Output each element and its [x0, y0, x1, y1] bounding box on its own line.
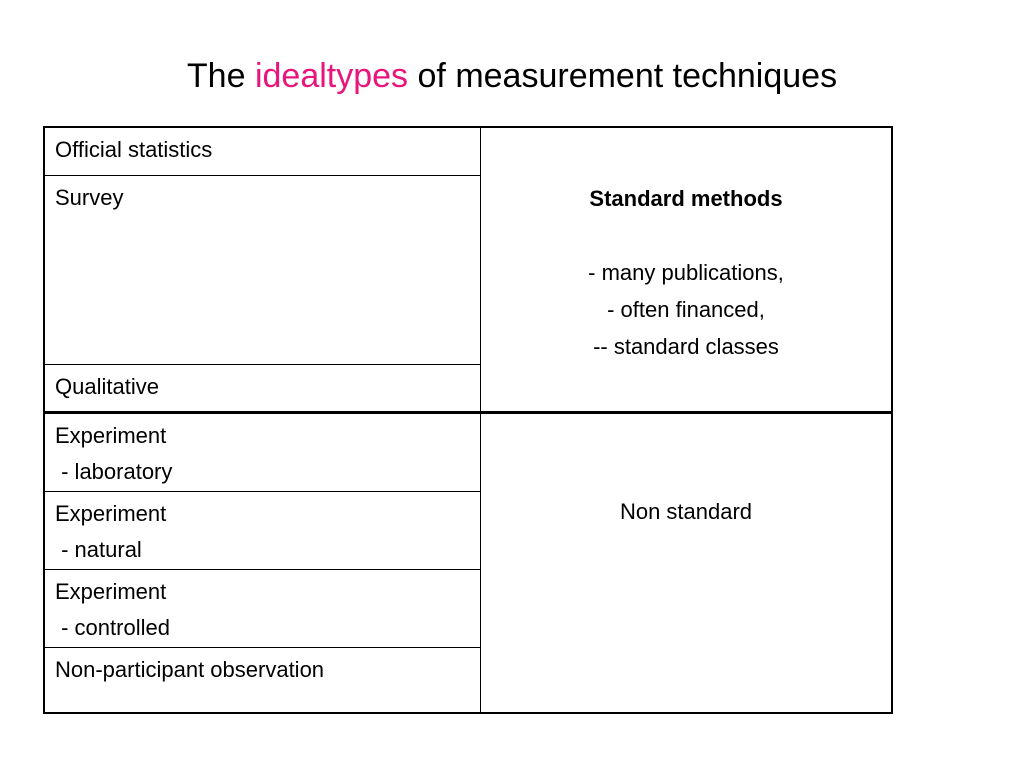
- row-sublabel: - laboratory: [55, 459, 173, 484]
- title-suffix: of measurement techniques: [417, 57, 838, 95]
- row-label: Official statistics: [55, 137, 213, 162]
- row-sublabel: - natural: [55, 537, 142, 562]
- row-label: Survey: [55, 185, 124, 210]
- row-label: Experiment: [55, 423, 167, 448]
- row-label: Experiment: [55, 501, 167, 526]
- row-label: Qualitative: [55, 374, 159, 399]
- row-experiment-natural: [45, 492, 481, 570]
- standard-methods-line: - often financed,: [607, 297, 765, 322]
- row-non-participant-observation: [45, 648, 481, 712]
- slide-title: [0, 54, 1024, 98]
- title-prefix: The: [186, 57, 246, 95]
- standard-methods-line: -- standard classes: [593, 334, 779, 359]
- row-experiment-controlled: [45, 570, 481, 648]
- standard-methods-heading: Standard methods: [589, 186, 783, 211]
- title-highlight: idealtypes: [254, 57, 409, 95]
- measurement-techniques-table: [43, 126, 893, 714]
- non-standard-cell: [481, 414, 891, 712]
- row-survey: [45, 176, 481, 365]
- standard-methods-line: - many publications,: [588, 260, 784, 285]
- standard-methods-cell: [481, 128, 891, 411]
- row-label: Experiment: [55, 579, 167, 604]
- row-qualitative: [45, 365, 481, 411]
- non-standard-label: Non standard: [619, 499, 753, 524]
- row-label: Non-participant observation: [55, 657, 325, 682]
- row-official-statistics: [45, 128, 481, 176]
- row-experiment-laboratory: [45, 414, 481, 492]
- row-sublabel: - controlled: [55, 615, 170, 640]
